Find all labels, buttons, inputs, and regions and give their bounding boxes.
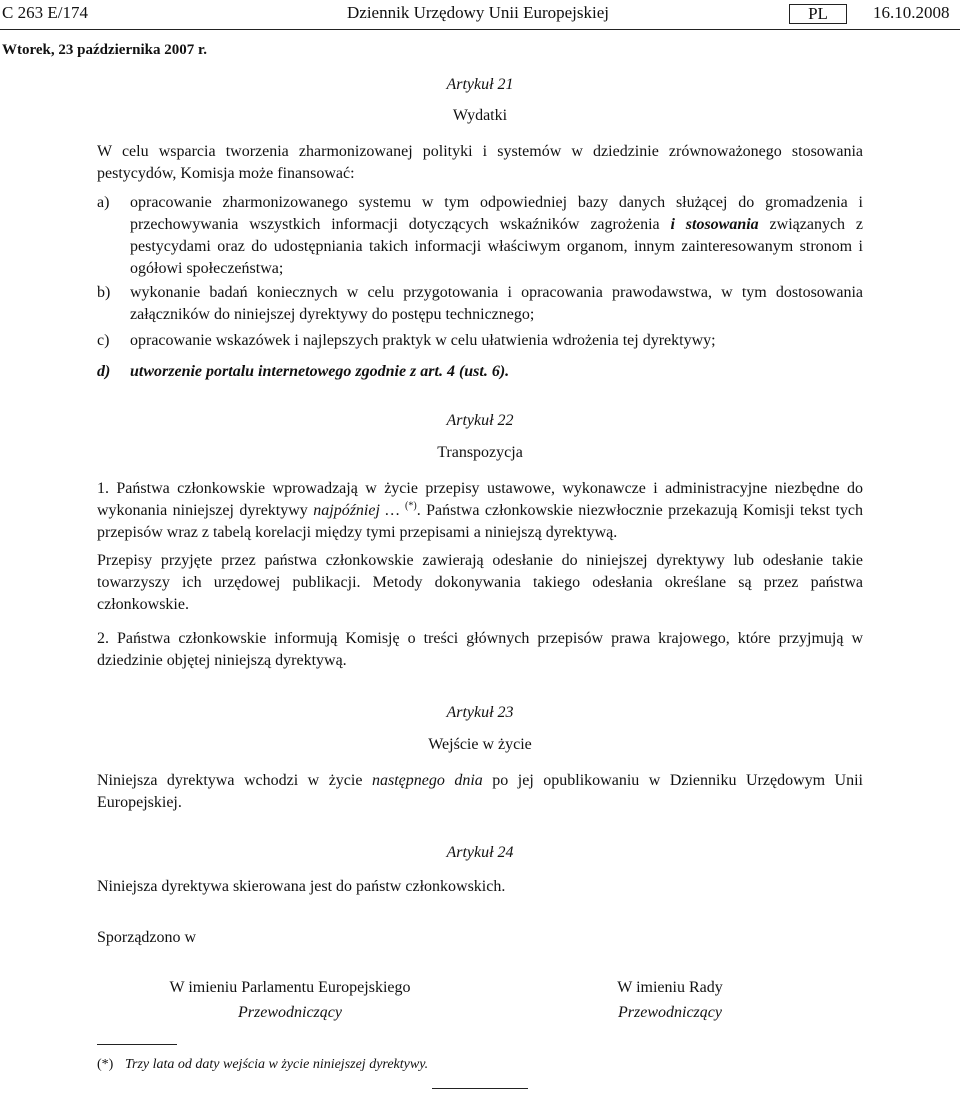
item-b-text: wykonanie badań koniecznych w celu przygotowania i opracowania prawodawstwa, w tym dostosowania załączników do niniejszej dyrektywy do postępu technicznego; [130,284,863,323]
signature-council: W imieniu Rady [617,979,723,996]
footnote-text: Trzy lata od daty wejścia w życie niniejszej dyrektywy. [125,1057,429,1072]
article-21-intro: W celu wsparcia tworzenia zharmonizowanej polityki i systemów w dziedzinie zrównoważonego stosowania pestycydów, Komisja może finansować: [97,143,863,182]
signature-parliament: W imieniu Parlamentu Europejskiego [169,979,411,996]
journal-title: Dziennik Urzędowy Unii Europejskiej [347,3,610,22]
article-22-subtitle: Transpozycja [437,444,523,461]
article-23-text-end: po jej opublikowaniu w Dzienniku Urzędowym Unii Europejskiej. [97,772,864,811]
article-22-paragraph-1 [97,478,863,544]
footnote-mark: (*) [97,1057,114,1072]
publication-reference: C 263 E/174 [2,3,88,22]
sitting-date: Wtorek, 23 października 2007 r. [2,42,207,58]
footnote-separator [97,1044,177,1045]
paragraph-1-end: . Państwa członkowskie niezwłocznie przekazują Komisji tekst tych przepisów wraz z tabelą korelacji między tymi przepisami a niniejszą dyrektywą. [97,502,864,541]
page-bottom-rule [432,1088,528,1089]
article-21-subtitle: Wydatki [452,107,508,124]
signature-council-role: Przewodniczący [618,1004,722,1021]
publication-date: 16.10.2008 [873,3,950,22]
language-badge: PL [789,4,847,24]
item-d-text: utworzenie portalu internetowego zgodnie z art. 4 (ust. 6). [130,363,510,380]
article-23-subtitle: Wejście w życie [428,736,532,753]
item-a-text [130,192,863,280]
paragraph-1-start: 1. Państwa członkowskie wprowadzają w życie przepisy ustawowe, wykonawcze i administracyjne niezbędne do wykonania niniejszej dyrektywy [97,480,863,519]
paragraph-1-deadline: najpóźniej … [313,502,406,519]
article-24-title: Artykuł 24 [446,844,514,861]
signature-parliament-role: Przewodniczący [238,1004,342,1021]
article-23-text-start: Niniejsza dyrektywa wchodzi w życie [97,772,372,789]
article-24-paragraph: Niniejsza dyrektywa skierowana jest do państw członkowskich. [97,878,506,895]
done-at: Sporządzono w [97,929,197,946]
article-23-next-day: następnego dnia [371,772,483,789]
item-c-text: opracowanie wskazówek i najlepszych praktyk w celu ułatwienia wdrożenia tej dyrektywy; [130,332,716,349]
article-22-title: Artykuł 22 [446,412,514,429]
header-divider [0,29,960,30]
footnote-reference: (*) [405,500,417,512]
item-a-text-end: związanych z pestycydami oraz do udostępniania takich informacji właściwym organom, innym zainteresowanym stronom i ogółowi społeczeństwa; [130,216,864,277]
article-23-paragraph [97,770,863,814]
article-22-paragraph-2: Przepisy przyjęte przez państwa członkowskie zawierają odesłanie do niniejszej dyrektywy lub odesłanie takie towarzyszy ich urzędowej publikacji. Metody dokonywania takiego odesłania określane są przez państwa członkowskie. [97,552,863,613]
article-23-title: Artykuł 23 [446,704,514,721]
article-21-title: Artykuł 21 [446,76,514,93]
item-a-amendment: i stosowania [670,216,759,233]
item-d-label: d) [97,363,111,380]
item-c-label: c) [97,332,110,349]
item-a-text-start: opracowanie zharmonizowanego systemu w tym odpowiedniej bazy danych służącej do gromadzenia i przechowywania wszystkich informacji dotyczących wskaźników zagrożenia [130,194,863,233]
item-b-label: b) [97,284,111,301]
item-a-label: a) [97,194,110,211]
article-22-paragraph-3: 2. Państwa członkowskie informują Komisję o treści głównych przepisów prawa krajowego, które przyjmują w dziedzinie objętej niniejszą dyrektywą. [97,630,863,669]
